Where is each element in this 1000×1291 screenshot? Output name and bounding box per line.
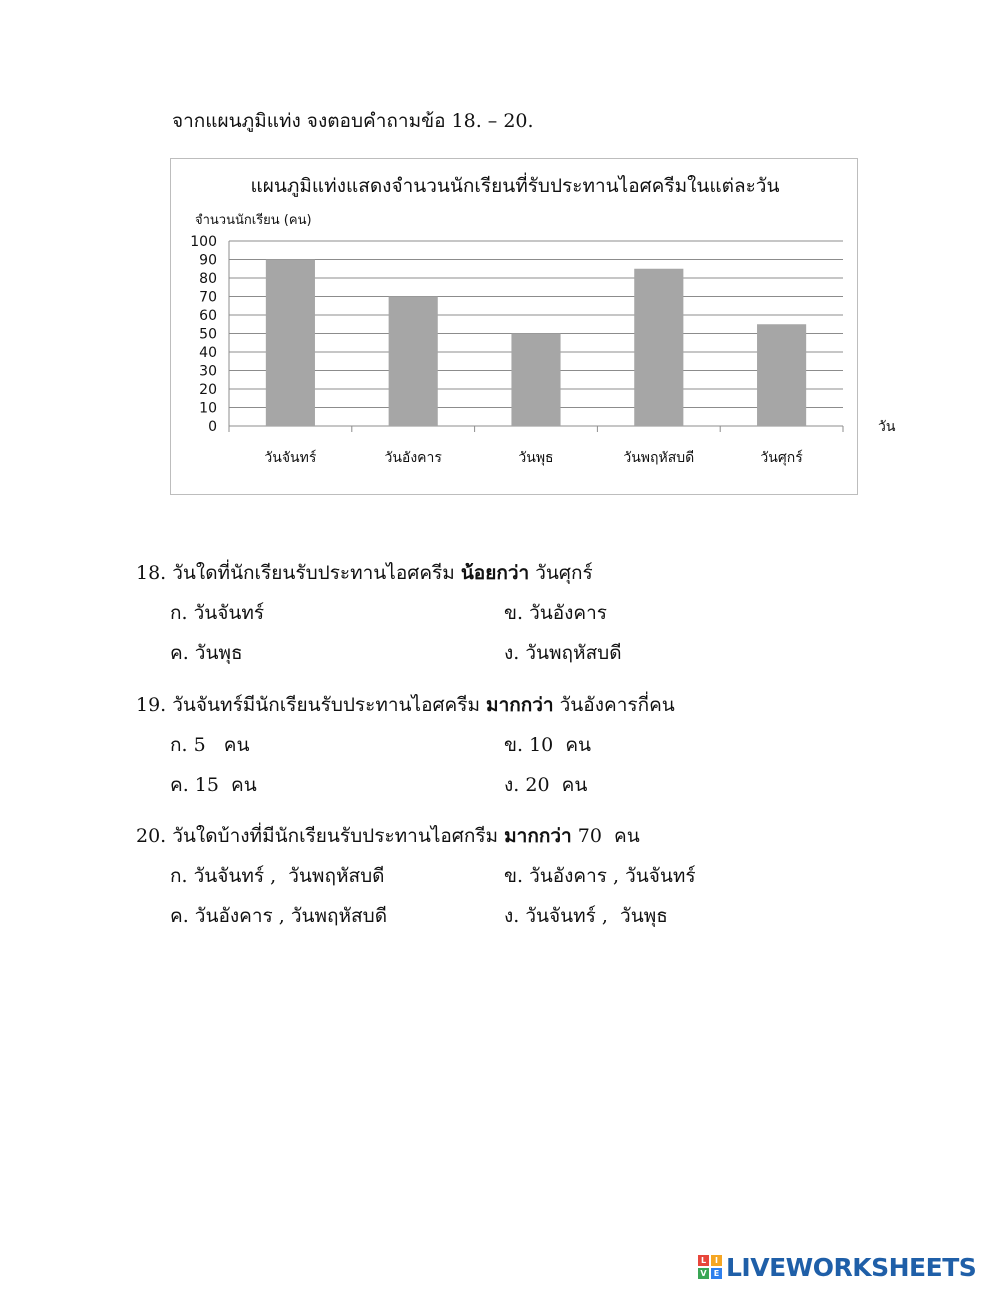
y-tick-label: 0 — [208, 419, 217, 435]
y-tick-label: 60 — [199, 308, 217, 324]
option-18-a[interactable] — [170, 598, 264, 628]
option-20-a[interactable] — [170, 861, 384, 891]
question-20 — [136, 821, 640, 851]
y-tick-label: 70 — [199, 289, 217, 306]
question-text: วันใดบ้างที่มีนักเรียนรับประทานไอศกรีม — [172, 825, 499, 847]
option-20-b[interactable] — [504, 861, 696, 891]
chart-frame — [170, 158, 858, 495]
question-18 — [136, 558, 593, 588]
option-text: วันพฤหัสบดี — [525, 642, 622, 664]
logo-letter: I — [711, 1255, 722, 1266]
option-18-d[interactable] — [504, 638, 622, 668]
question-number: 18. — [136, 562, 167, 584]
option-letter: ก. — [170, 865, 188, 887]
question-number: 20. — [136, 825, 167, 847]
option-20-d[interactable] — [504, 901, 668, 931]
question-emphasis: มากกว่า — [486, 694, 554, 716]
question-number: 19. — [136, 694, 167, 716]
y-tick-label: 50 — [199, 326, 217, 343]
logo-letter: L — [698, 1255, 709, 1266]
x-tick-label: วันจันทร์ — [264, 450, 317, 466]
option-text: วันอังคาร , วันพฤหัสบดี — [194, 905, 388, 927]
option-18-b[interactable] — [504, 598, 607, 628]
option-text: 10 คน — [529, 734, 592, 756]
option-text: 20 คน — [525, 774, 588, 796]
x-tick-label: วันอังคาร — [384, 450, 442, 466]
question-19 — [136, 690, 675, 720]
bar — [511, 334, 560, 427]
question-emphasis: น้อยกว่า — [460, 562, 530, 584]
option-letter: ค. — [170, 774, 189, 796]
y-axis-label: จำนวนนักเรียน (คน) — [195, 213, 312, 228]
x-axis-label: วัน — [878, 419, 896, 435]
option-letter: ค. — [170, 905, 189, 927]
y-tick-label: 30 — [199, 363, 217, 380]
option-text: วันจันทร์ , วันพฤหัสบดี — [193, 865, 385, 887]
option-19-d[interactable] — [504, 770, 587, 800]
option-text: วันจันทร์ , วันพุธ — [525, 905, 668, 927]
option-letter: ง. — [504, 774, 520, 796]
logo-letter: V — [698, 1268, 709, 1279]
chart-title: แผนภูมิแท่งแสดงจำนวนนักเรียนที่รับประทานไอศครีมในแต่ละวัน — [250, 175, 780, 197]
option-19-a[interactable] — [170, 730, 250, 760]
bar — [389, 297, 438, 427]
x-tick-label: วันศุกร์ — [760, 450, 803, 466]
bar-chart — [171, 159, 859, 496]
y-tick-label: 40 — [199, 345, 217, 361]
question-text: วันใดที่นักเรียนรับประทานไอศครีม — [172, 562, 455, 584]
x-tick-label: วันพุธ — [518, 450, 554, 466]
question-emphasis: มากกว่า — [504, 825, 572, 847]
question-text-tail: 70 คน — [577, 825, 640, 847]
option-text: 15 คน — [194, 774, 257, 796]
question-text: วันจันทร์มีนักเรียนรับประทานไอศครีม — [172, 694, 480, 716]
y-tick-label: 90 — [199, 252, 217, 269]
bar — [634, 269, 683, 426]
y-tick-label: 100 — [190, 234, 217, 250]
bar — [266, 260, 315, 427]
logo-mark-icon — [698, 1255, 722, 1279]
option-letter: ข. — [504, 734, 524, 756]
option-20-c[interactable] — [170, 901, 387, 931]
y-tick-label: 80 — [199, 271, 217, 287]
option-19-c[interactable] — [170, 770, 257, 800]
y-tick-label: 10 — [199, 400, 217, 417]
option-letter: ค. — [170, 642, 189, 664]
y-tick-label: 20 — [199, 382, 217, 398]
x-tick-label: วันพฤหัสบดี — [623, 450, 695, 466]
option-letter: ก. — [170, 602, 188, 624]
logo-letter: E — [711, 1268, 722, 1279]
option-letter: ก. — [170, 734, 188, 756]
liveworksheets-logo[interactable] — [698, 1251, 976, 1283]
option-19-b[interactable] — [504, 730, 591, 760]
bar — [757, 324, 806, 426]
option-letter: ง. — [504, 905, 520, 927]
option-text: วันอังคาร — [529, 602, 608, 624]
intro-instruction: จากแผนภูมิแท่ง จงตอบคำถามข้อ 18. – 20. — [172, 110, 534, 132]
option-text: วันอังคาร , วันจันทร์ — [529, 865, 696, 887]
option-letter: ง. — [504, 642, 520, 664]
option-letter: ข. — [504, 865, 524, 887]
option-text: วันพุธ — [194, 642, 243, 664]
question-text-tail: วันศุกร์ — [535, 562, 593, 584]
option-text: วันจันทร์ — [193, 602, 265, 624]
option-18-c[interactable] — [170, 638, 243, 668]
logo-text: LIVEWORKSHEETS — [726, 1252, 977, 1282]
question-text-tail: วันอังคารกี่คน — [559, 694, 675, 716]
option-letter: ข. — [504, 602, 524, 624]
option-text: 5 คน — [193, 734, 250, 756]
